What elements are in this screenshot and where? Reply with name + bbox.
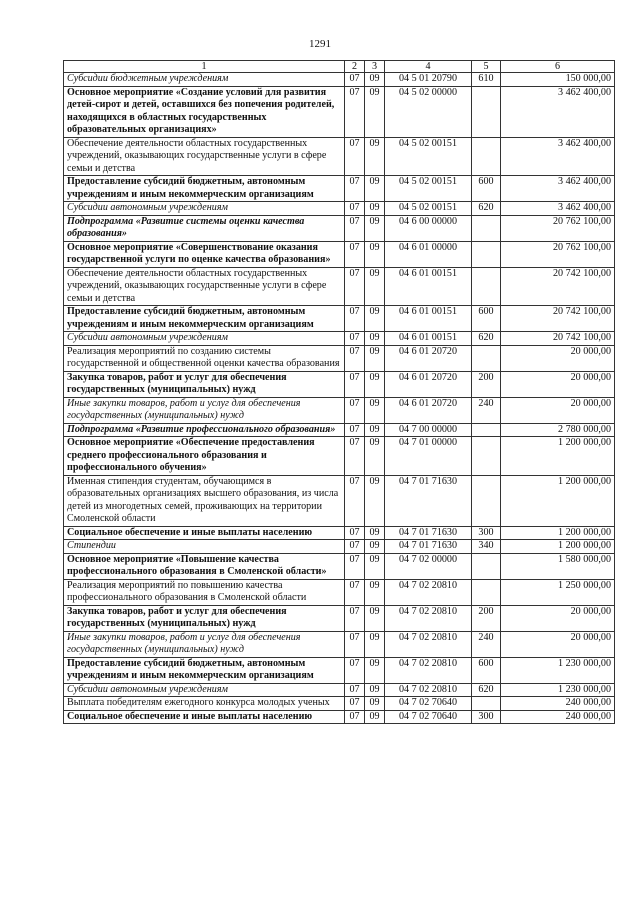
row-target-code: 04 7 01 71630 [385, 526, 472, 540]
row-name: Социальное обеспечение и иные выплаты населению [64, 526, 345, 540]
table-row [64, 345, 615, 371]
row-section: 07 [345, 526, 365, 540]
row-target-code: 04 7 01 71630 [385, 540, 472, 554]
row-subsection: 09 [365, 697, 385, 711]
row-subsection: 09 [365, 579, 385, 605]
row-expense-type [472, 437, 501, 476]
row-subsection: 09 [365, 683, 385, 697]
row-amount: 3 462 400,00 [501, 86, 615, 137]
row-name: Субсидии бюджетным учреждениям [64, 73, 345, 87]
row-expense-type: 600 [472, 657, 501, 683]
row-subsection: 09 [365, 267, 385, 306]
row-expense-type: 200 [472, 605, 501, 631]
row-amount: 240 000,00 [501, 710, 615, 724]
row-name: Предоставление субсидий бюджетным, автономным учреждениям и иным некоммерческим организациям [64, 176, 345, 202]
table-row [64, 137, 615, 176]
page-number: 1291 [309, 38, 331, 50]
row-section: 07 [345, 86, 365, 137]
row-subsection: 09 [365, 423, 385, 437]
row-subsection: 09 [365, 371, 385, 397]
row-section: 07 [345, 553, 365, 579]
row-target-code: 04 7 02 20810 [385, 631, 472, 657]
table-row [64, 86, 615, 137]
row-amount: 20 742 100,00 [501, 267, 615, 306]
row-expense-type [472, 215, 501, 241]
row-subsection: 09 [365, 86, 385, 137]
row-target-code: 04 7 02 70640 [385, 710, 472, 724]
row-expense-type: 620 [472, 683, 501, 697]
row-name: Основное мероприятие «Повышение качества профессионального образования в Смоленской области» [64, 553, 345, 579]
row-expense-type: 620 [472, 202, 501, 216]
row-expense-type [472, 86, 501, 137]
row-expense-type: 300 [472, 526, 501, 540]
row-target-code: 04 6 00 00000 [385, 215, 472, 241]
row-subsection: 09 [365, 176, 385, 202]
row-name: Основное мероприятие «Обеспечение предоставления среднего профессионального образования и профессионального обучения» [64, 437, 345, 476]
row-subsection: 09 [365, 241, 385, 267]
table-row [64, 423, 615, 437]
row-name: Обеспечение деятельности областных государственных учреждений, оказывающих государственные услуги в сфере семьи и детства [64, 137, 345, 176]
row-name: Подпрограмма «Развитие профессионального образования» [64, 423, 345, 437]
table-row [64, 267, 615, 306]
row-amount: 3 462 400,00 [501, 202, 615, 216]
table-row [64, 605, 615, 631]
row-target-code: 04 5 02 00151 [385, 202, 472, 216]
row-target-code: 04 7 02 20810 [385, 657, 472, 683]
row-amount: 20 742 100,00 [501, 306, 615, 332]
row-section: 07 [345, 710, 365, 724]
table-row [64, 332, 615, 346]
row-section: 07 [345, 397, 365, 423]
row-name: Закупка товаров, работ и услуг для обеспечения государственных (муниципальных) нужд [64, 371, 345, 397]
row-expense-type: 300 [472, 710, 501, 724]
row-expense-type: 620 [472, 332, 501, 346]
row-name: Стипендии [64, 540, 345, 554]
row-subsection: 09 [365, 437, 385, 476]
column-header-5: 5 [472, 61, 501, 73]
row-section: 07 [345, 202, 365, 216]
row-subsection: 09 [365, 631, 385, 657]
row-amount: 3 462 400,00 [501, 176, 615, 202]
table-row [64, 397, 615, 423]
row-amount: 20 000,00 [501, 345, 615, 371]
row-subsection: 09 [365, 345, 385, 371]
table-row [64, 241, 615, 267]
row-subsection: 09 [365, 332, 385, 346]
row-name: Иные закупки товаров, работ и услуг для обеспечения государственных (муниципальных) нужд [64, 631, 345, 657]
row-amount: 150 000,00 [501, 73, 615, 87]
row-expense-type: 240 [472, 631, 501, 657]
row-amount: 1 230 000,00 [501, 683, 615, 697]
row-section: 07 [345, 605, 365, 631]
row-target-code: 04 5 02 00151 [385, 176, 472, 202]
table-row [64, 475, 615, 526]
row-subsection: 09 [365, 73, 385, 87]
row-target-code: 04 6 01 20720 [385, 397, 472, 423]
column-header-1: 1 [64, 61, 345, 73]
row-name: Обеспечение деятельности областных государственных учреждений, оказывающих государственные услуги в сфере семьи и детства [64, 267, 345, 306]
row-expense-type [472, 345, 501, 371]
row-amount: 240 000,00 [501, 697, 615, 711]
row-name: Субсидии автономным учреждениям [64, 332, 345, 346]
table-body [64, 73, 615, 724]
row-section: 07 [345, 137, 365, 176]
row-expense-type: 600 [472, 306, 501, 332]
row-section: 07 [345, 657, 365, 683]
row-name: Реализация мероприятий по созданию системы государственной и общественной оценки качества образования [64, 345, 345, 371]
row-section: 07 [345, 371, 365, 397]
row-target-code: 04 7 02 70640 [385, 697, 472, 711]
row-target-code: 04 7 01 00000 [385, 437, 472, 476]
row-target-code: 04 5 02 00000 [385, 86, 472, 137]
row-name: Подпрограмма «Развитие системы оценки качества образования» [64, 215, 345, 241]
row-section: 07 [345, 437, 365, 476]
table-row [64, 73, 615, 87]
row-section: 07 [345, 579, 365, 605]
row-expense-type [472, 579, 501, 605]
column-header-3: 3 [365, 61, 385, 73]
row-subsection: 09 [365, 540, 385, 554]
row-amount: 3 462 400,00 [501, 137, 615, 176]
row-amount: 20 762 100,00 [501, 241, 615, 267]
row-target-code: 04 7 01 71630 [385, 475, 472, 526]
row-target-code: 04 5 01 20790 [385, 73, 472, 87]
table-header-row [64, 61, 615, 73]
row-target-code: 04 7 02 20810 [385, 605, 472, 631]
row-amount: 20 742 100,00 [501, 332, 615, 346]
table-row [64, 215, 615, 241]
row-target-code: 04 7 02 00000 [385, 553, 472, 579]
row-name: Субсидии автономным учреждениям [64, 202, 345, 216]
row-section: 07 [345, 697, 365, 711]
row-subsection: 09 [365, 605, 385, 631]
row-section: 07 [345, 345, 365, 371]
table-row [64, 553, 615, 579]
row-name: Предоставление субсидий бюджетным, автономным учреждениям и иным некоммерческим организациям [64, 306, 345, 332]
row-name: Закупка товаров, работ и услуг для обеспечения государственных (муниципальных) нужд [64, 605, 345, 631]
table-row [64, 657, 615, 683]
column-header-6: 6 [501, 61, 615, 73]
table-row [64, 526, 615, 540]
row-subsection: 09 [365, 137, 385, 176]
row-subsection: 09 [365, 710, 385, 724]
row-subsection: 09 [365, 657, 385, 683]
row-expense-type [472, 697, 501, 711]
row-subsection: 09 [365, 215, 385, 241]
row-subsection: 09 [365, 306, 385, 332]
row-section: 07 [345, 423, 365, 437]
row-section: 07 [345, 241, 365, 267]
row-expense-type [472, 475, 501, 526]
row-expense-type [472, 423, 501, 437]
table-row [64, 710, 615, 724]
row-expense-type: 610 [472, 73, 501, 87]
table-row [64, 579, 615, 605]
row-section: 07 [345, 683, 365, 697]
row-amount: 1 200 000,00 [501, 475, 615, 526]
row-section: 07 [345, 176, 365, 202]
row-name: Выплата победителям ежегодного конкурса молодых ученых [64, 697, 345, 711]
row-expense-type: 600 [472, 176, 501, 202]
budget-table [63, 60, 615, 724]
row-target-code: 04 6 01 00151 [385, 306, 472, 332]
row-name: Именная стипендия студентам, обучающимся в образовательных организациях высшего образования, из числа детей из многодетных семей, проживающих на территории Смоленской области [64, 475, 345, 526]
table-row [64, 437, 615, 476]
row-name: Основное мероприятие «Совершенствование оказания государственной услуги по оценке качества образования» [64, 241, 345, 267]
row-section: 07 [345, 332, 365, 346]
row-name: Предоставление субсидий бюджетным, автономным учреждениям и иным некоммерческим организациям [64, 657, 345, 683]
row-expense-type [472, 267, 501, 306]
row-amount: 1 200 000,00 [501, 526, 615, 540]
row-subsection: 09 [365, 202, 385, 216]
row-section: 07 [345, 73, 365, 87]
row-name: Основное мероприятие «Создание условий для развития детей-сирот и детей, оставшихся без попечения родителей, находящихся в областных государственных образовательных организациях» [64, 86, 345, 137]
row-target-code: 04 7 00 00000 [385, 423, 472, 437]
row-expense-type: 340 [472, 540, 501, 554]
table-row [64, 631, 615, 657]
row-amount: 2 780 000,00 [501, 423, 615, 437]
row-name: Социальное обеспечение и иные выплаты населению [64, 710, 345, 724]
row-section: 07 [345, 267, 365, 306]
row-subsection: 09 [365, 553, 385, 579]
row-expense-type [472, 241, 501, 267]
row-amount: 1 580 000,00 [501, 553, 615, 579]
row-name: Субсидии автономным учреждениям [64, 683, 345, 697]
table-row [64, 202, 615, 216]
row-target-code: 04 6 01 00151 [385, 332, 472, 346]
table-row [64, 306, 615, 332]
row-subsection: 09 [365, 475, 385, 526]
row-expense-type: 240 [472, 397, 501, 423]
column-header-4: 4 [385, 61, 472, 73]
row-target-code: 04 6 01 20720 [385, 371, 472, 397]
row-amount: 1 200 000,00 [501, 540, 615, 554]
column-header-2: 2 [345, 61, 365, 73]
row-expense-type: 200 [472, 371, 501, 397]
row-target-code: 04 6 01 20720 [385, 345, 472, 371]
table-row [64, 697, 615, 711]
row-target-code: 04 6 01 00000 [385, 241, 472, 267]
row-amount: 20 762 100,00 [501, 215, 615, 241]
row-amount: 20 000,00 [501, 371, 615, 397]
row-target-code: 04 7 02 20810 [385, 683, 472, 697]
row-expense-type [472, 137, 501, 176]
row-section: 07 [345, 540, 365, 554]
table-row [64, 540, 615, 554]
table-row [64, 371, 615, 397]
row-section: 07 [345, 215, 365, 241]
row-target-code: 04 6 01 00151 [385, 267, 472, 306]
row-name: Иные закупки товаров, работ и услуг для обеспечения государственных (муниципальных) нужд [64, 397, 345, 423]
row-expense-type [472, 553, 501, 579]
row-target-code: 04 7 02 20810 [385, 579, 472, 605]
row-amount: 20 000,00 [501, 631, 615, 657]
row-amount: 1 250 000,00 [501, 579, 615, 605]
row-section: 07 [345, 475, 365, 526]
row-amount: 20 000,00 [501, 397, 615, 423]
row-subsection: 09 [365, 526, 385, 540]
row-amount: 1 200 000,00 [501, 437, 615, 476]
row-name: Реализация мероприятий по повышению качества профессионального образования в Смоленской области [64, 579, 345, 605]
row-target-code: 04 5 02 00151 [385, 137, 472, 176]
row-amount: 1 230 000,00 [501, 657, 615, 683]
table-row [64, 176, 615, 202]
row-section: 07 [345, 306, 365, 332]
row-section: 07 [345, 631, 365, 657]
table-row [64, 683, 615, 697]
row-subsection: 09 [365, 397, 385, 423]
row-amount: 20 000,00 [501, 605, 615, 631]
